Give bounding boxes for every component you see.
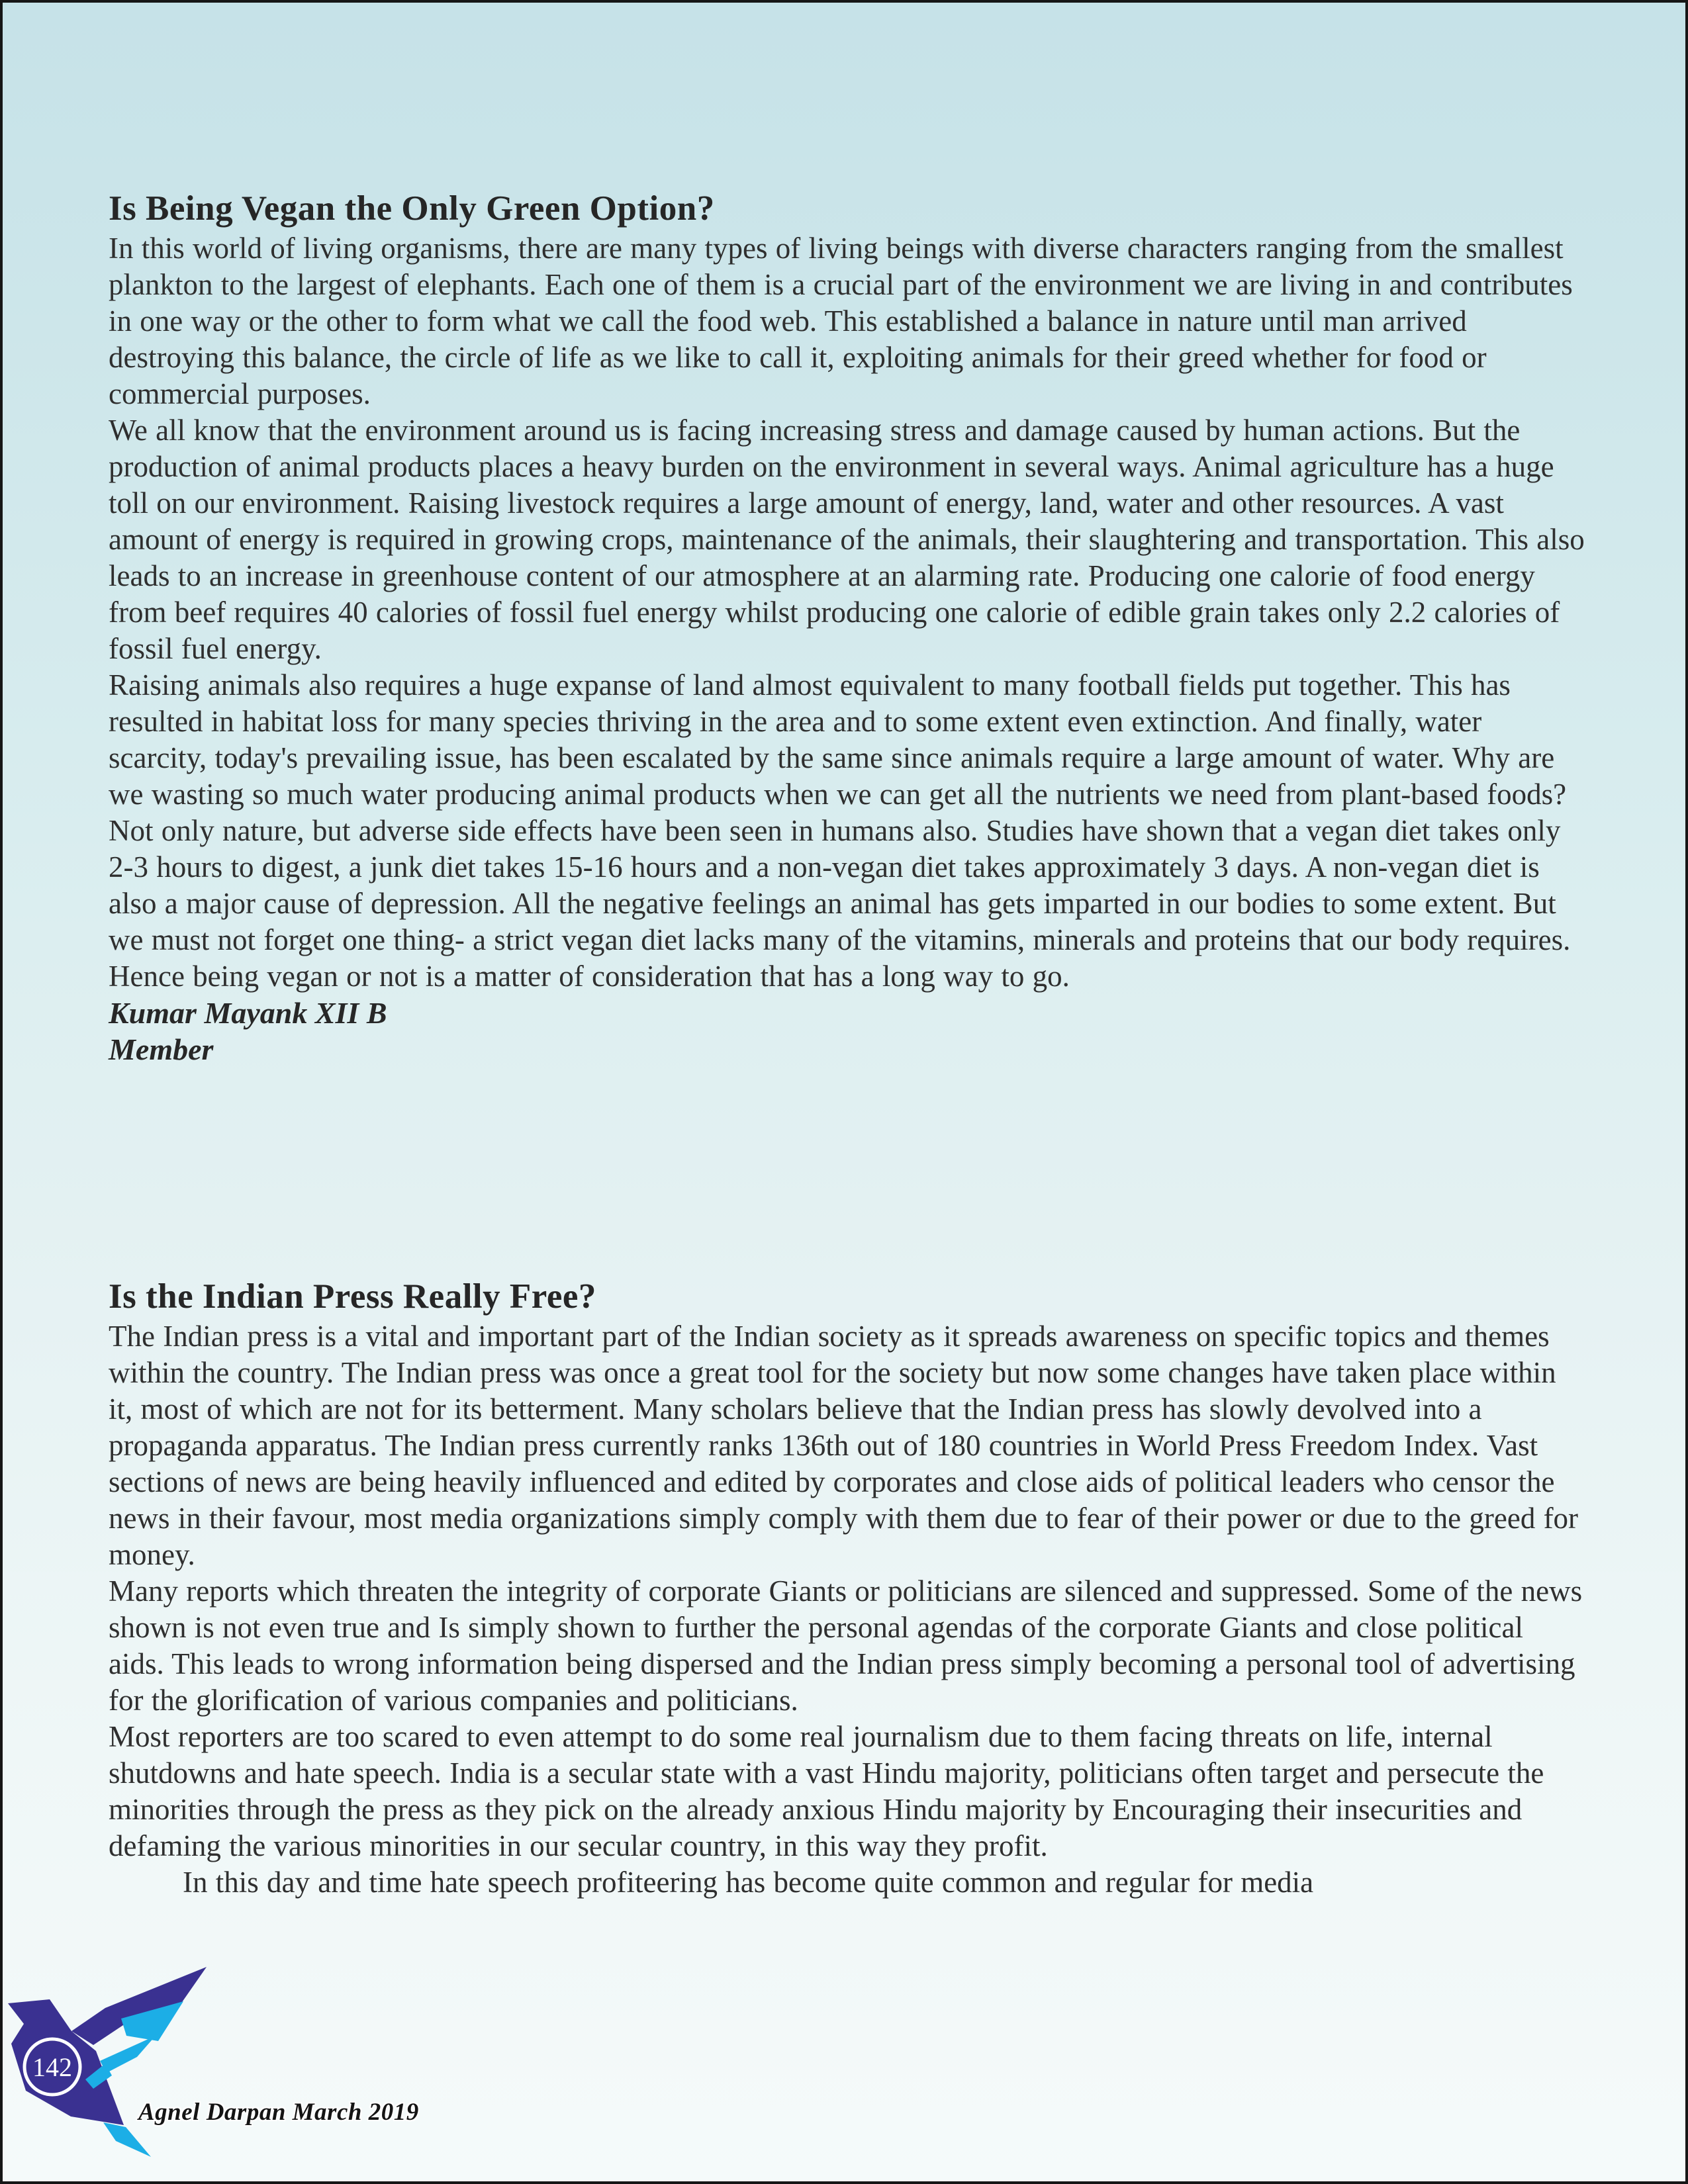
article-vegan-paragraph-3: Raising animals also requires a huge expanse of land almost equivalent to many football fields put together. This has resulted in habitat loss for many species thriving in the area and to some extent even extinction. And finally, water scarcity, today's prevailing issue, has been escalated by the same since animals require a large amount of water. Why are we wasting so much water producing animal products when we can get all the nutrients we need from plant-based foods? bbox=[109, 668, 1567, 811]
bird-feather-middle bbox=[100, 2036, 156, 2073]
page-number: 142 bbox=[32, 2052, 72, 2082]
magazine-name: Agnel Darpan March 2019 bbox=[138, 2099, 419, 2126]
bird-tail-diamond bbox=[103, 2122, 151, 2157]
article-press-paragraph-1: The Indian press is a vital and important part of the Indian society as it spreads awareness on specific topics and themes within the country. The Indian press was once a great tool for the society but now some changes have taken place within it, most of which are not for its betterment. Many scholars believe that the Indian press has slowly devolved into a propaganda apparatus. The Indian press currently ranks 136th out of 180 countries in World Press Freedom Index. Vast sections of news are being heavily influenced and edited by corporates and close aids of political leaders who censor the news in their favour, most media organizations simply comply with them due to fear of their power or due to the greed for money. bbox=[109, 1320, 1579, 1571]
author-role: Member bbox=[109, 1032, 214, 1066]
bird-logo bbox=[6, 1963, 211, 2161]
article-vegan-paragraph-1: In this world of living organisms, there are many types of living beings with diverse characters ranging from the smallest plankton to the largest of elephants. Each one of them is a crucial part of the environment we are living in and contributes in one way or the other to form what we call the food web. This established a balance in nature until man arrived destroying this balance, the circle of life as we like to call it, exploiting animals for their greed whether for food or commercial purposes. bbox=[109, 232, 1573, 410]
article-vegan-paragraph-4: Not only nature, but adverse side effects have been seen in humans also. Studies have shown that a vegan diet takes only 2-3 hours to digest, a junk diet takes 15-16 hours and a non-vegan diet takes approximately 3 days. A non-vegan diet is also a major cause of depression. All the negative feelings an animal has gets imparted in our bodies to some extent. But we must not forget one thing- a strict vegan diet lacks many of the vitamins, minerals and proteins that our body requires. Hence being vegan or not is a matter of consideration that has a long way to go. bbox=[109, 814, 1571, 993]
article-vegan-title: Is Being Vegan the Only Green Option? bbox=[109, 189, 715, 228]
article-vegan bbox=[109, 187, 1586, 1068]
author-name: Kumar Mayank XII B bbox=[109, 996, 387, 1030]
article-press bbox=[109, 1275, 1586, 1901]
article-vegan-paragraph-2: We all know that the environment around us is facing increasing stress and damage caused by human actions. But the production of animal products places a heavy burden on the environment in several ways. Animal agriculture has a huge toll on our environment. Raising livestock requires a large amount of energy, land, water and other resources. A vast amount of energy is required in growing crops, maintenance of the animals, their slaughtering and transportation. This also leads to an increase in greenhouse content of our atmosphere at an alarming rate. Producing one calorie of food energy from beef requires 40 calories of fossil fuel energy whilst producing one calorie of edible grain takes only 2.2 calories of fossil fuel energy. bbox=[109, 414, 1585, 665]
article-press-paragraph-2: Many reports which threaten the integrity of corporate Giants or politicians are silenced and suppressed. Some of the news shown is not even true and Is simply shown to further the personal agendas of the corporate Giants and close political aids. This leads to wrong information being dispersed and the Indian press simply becoming a personal tool of advertising for the glorification of various companies and politicians. bbox=[109, 1574, 1583, 1717]
article-press-continuation-line: In this day and time hate speech profiteering has become quite common and regular for media bbox=[183, 1866, 1314, 1899]
article-press-title: Is the Indian Press Really Free? bbox=[109, 1277, 596, 1316]
article-press-paragraph-3: Most reporters are too scared to even attempt to do some real journalism due to them facing threats on life, internal shutdowns and hate speech. India is a secular state with a vast Hindu majority, politicians often target and persecute the minorities through the press as they pick on the already anxious Hindu majority by Encouraging their insecurities and defaming the various minorities in our secular country, in this way they profit. bbox=[109, 1720, 1544, 1862]
